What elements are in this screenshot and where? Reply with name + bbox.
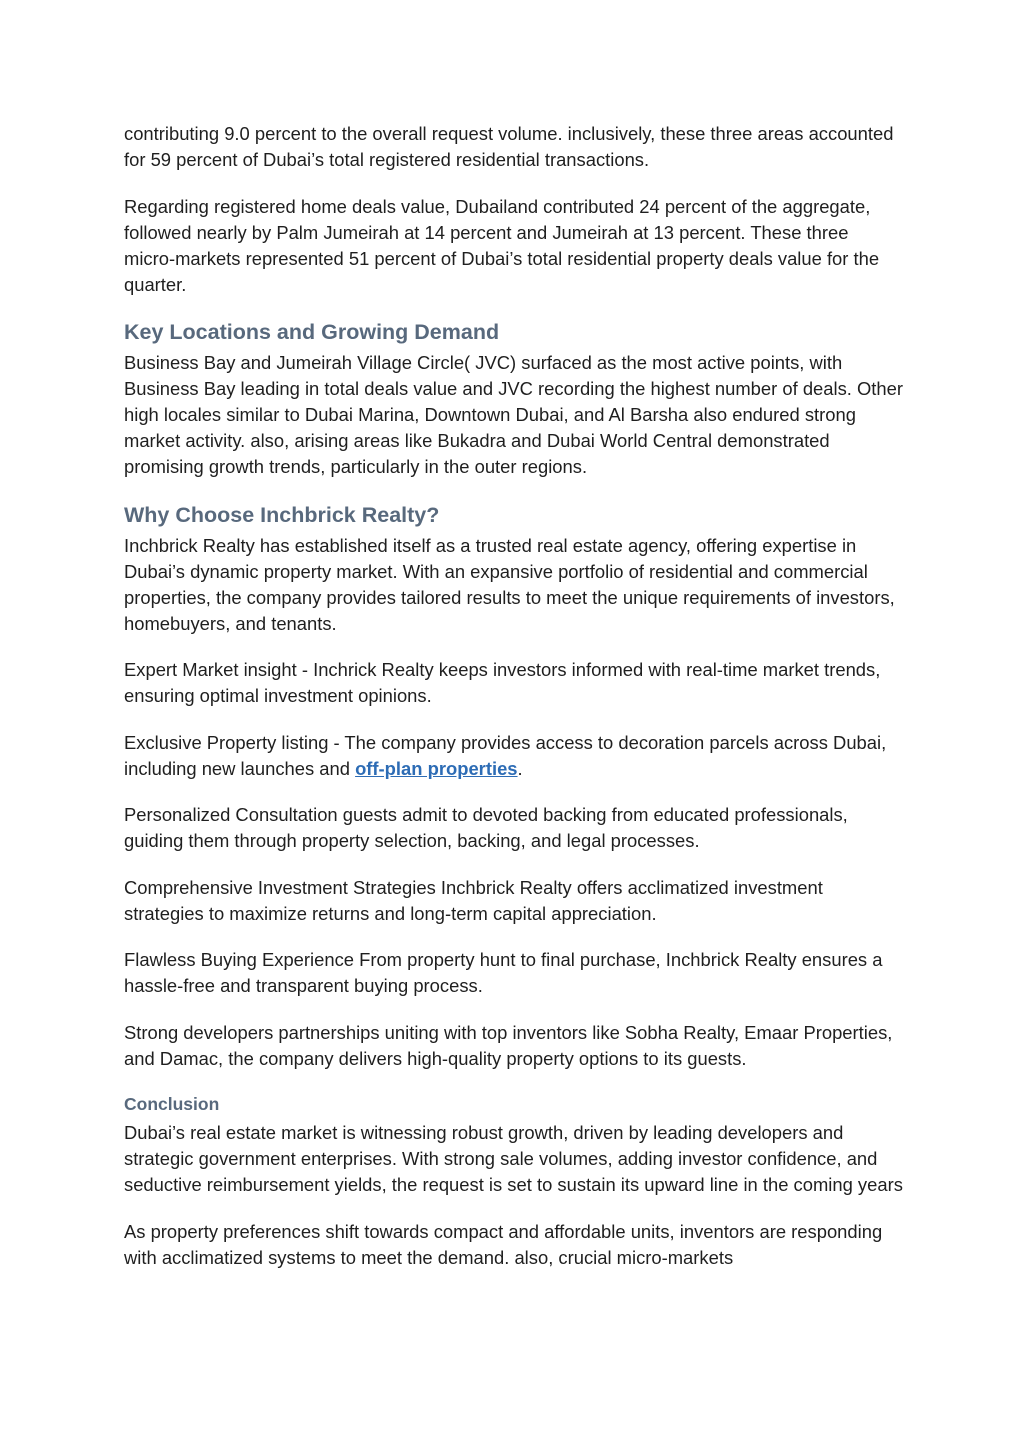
paragraph-investment-strategies: Comprehensive Investment Strategies Inchbrick Realty offers acclimatized investment strategies to maximize returns and long-term capital appreciation. (124, 876, 823, 924)
paragraph-deals-value: Regarding registered home deals value, Dubailand contributed 24 percent of the aggregate, followed nearly by Palm Jumeirah at 14 percent and Jumeirah at 13 percent. These three micro-markets represented 51 percent of Dubai’s total residential property deals value for the quarter. (124, 195, 880, 295)
off-plan-properties-link[interactable]: off-plan properties (355, 757, 518, 779)
paragraph-request-volume: contributing 9.0 percent to the overall request volume. inclusively, these three areas accounted for 59 percent of Dubai’s total registered residential transactions. (124, 123, 894, 170)
exclusive-listing-text: Exclusive Property listing - The company provides access to decoration parcels across Dubai, including new launches and (124, 731, 887, 779)
paragraph-why-choose-intro: Inchbrick Realty has established itself as a trusted real estate agency, offering expertise in Dubai’s dynamic property market. With an expansive portfolio of residential and commercial properties, the company provides tailored results to meet the unique requirements of investors, homebuyers, and tenants. (124, 534, 895, 634)
paragraph-conclusion-2: As property preferences shift towards compact and affordable units, inventors are responding with acclimatized systems to meet the demand. also, crucial micro-markets (124, 1220, 883, 1268)
heading-conclusion: Conclusion (124, 1094, 220, 1114)
paragraph-key-locations: Business Bay and Jumeirah Village Circle( JVC) surfaced as the most active points, with Business Bay leading in total deals value and JVC recording the highest number of deals. Other high locales similar to Dubai Marina, Downtown Dubai, and Al Barsha also endured strong market activity. also, arising areas like Bukadra and Dubai World Central demonstrated promising growth trends, particularly in the outer regions. (124, 352, 903, 477)
heading-key-locations: Key Locations and Growing Demand (124, 320, 500, 344)
paragraph-conclusion-1: Dubai’s real estate market is witnessing robust growth, driven by leading developers and strategic government enterprises. With strong sale volumes, adding investor confidence, and seductive reimbursement yields, the request is set to sustain its upward line in the coming years (124, 1122, 903, 1195)
heading-why-choose: Why Choose Inchbrick Realty? (124, 502, 440, 527)
document-page (124, 121, 904, 1291)
exclusive-listing-suffix: . (517, 757, 523, 779)
paragraph-exclusive-listing (124, 730, 904, 782)
paragraph-personalized-consultation: Personalized Consultation guests admit to devoted backing from educated professionals, guiding them through property selection, backing, and legal processes. (124, 804, 848, 851)
paragraph-buying-experience: Flawless Buying Experience From property hunt to final purchase, Inchbrick Realty ensures a hassle-free and transparent buying process. (124, 949, 883, 996)
paragraph-developer-partnerships: Strong developers partnerships uniting with top inventors like Sobha Realty, Emaar Properties, and Damac, the company delivers high-quality property options to its guests. (124, 1021, 893, 1069)
paragraph-expert-insight: Expert Market insight - Inchrick Realty keeps investors informed with real-time market trends, ensuring optimal investment opinions. (124, 659, 881, 706)
